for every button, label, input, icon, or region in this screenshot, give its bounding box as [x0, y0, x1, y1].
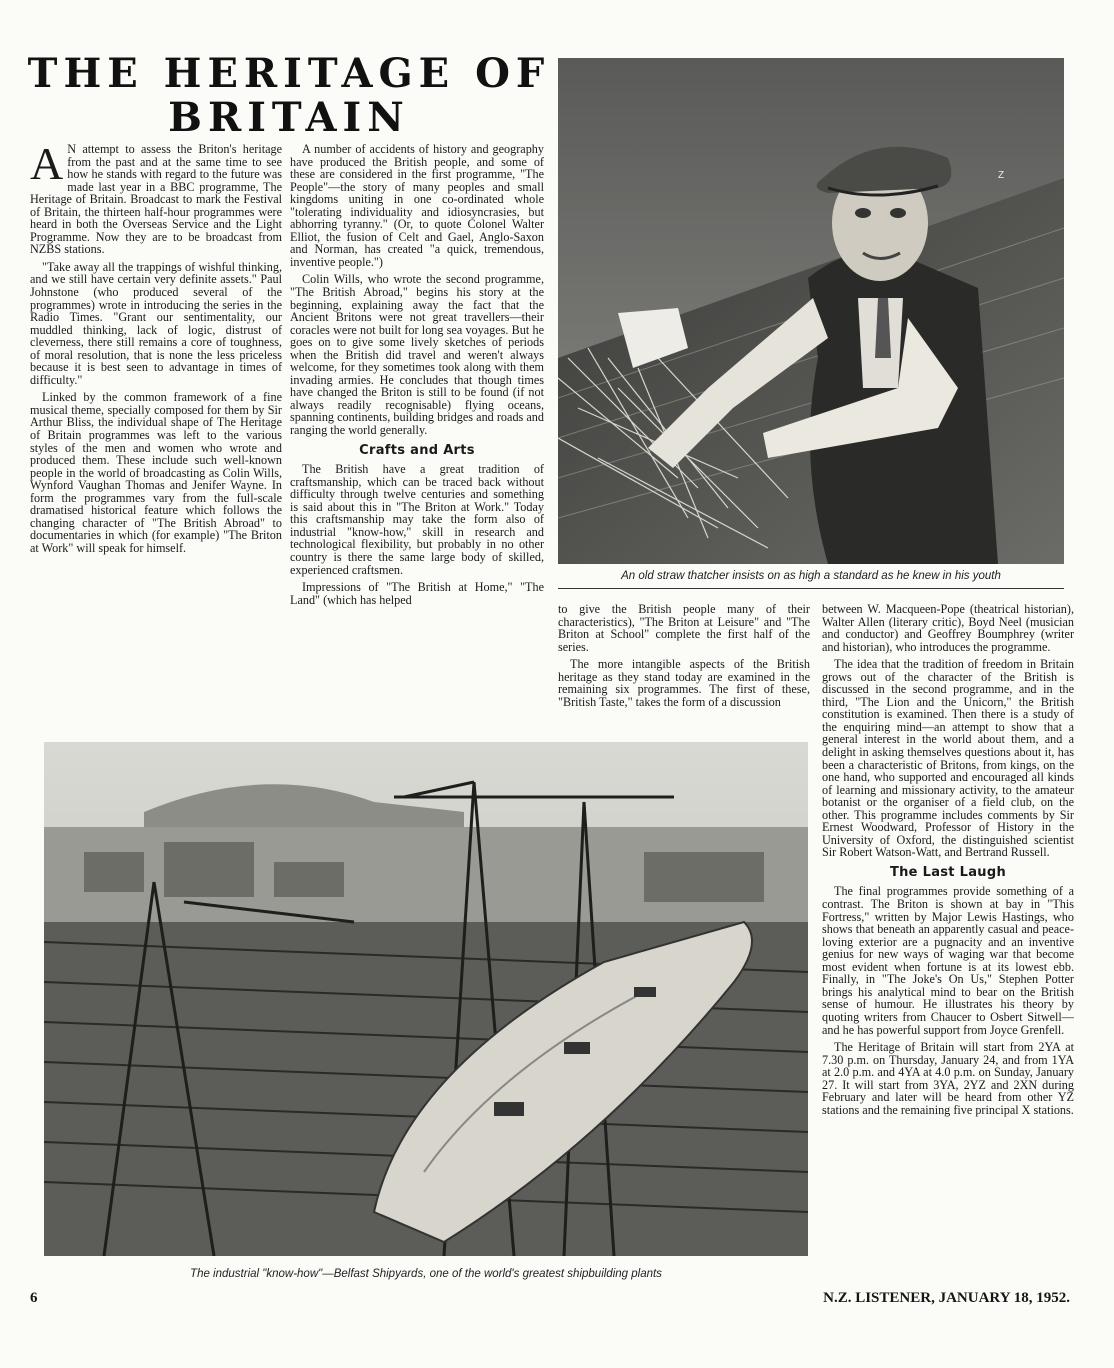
publication-footer: N.Z. LISTENER, JANUARY 18, 1952.	[823, 1290, 1070, 1306]
article-column-4	[822, 603, 1074, 1121]
drop-cap: A	[30, 138, 64, 189]
paragraph: Impressions of "The British at Home," "The Land" (which has helped	[290, 580, 544, 607]
paragraph: N attempt to assess the Briton's heritage from the past and at the same time to see how he stands with regard to the future was made last year in a BBC programme, The Heritage of Britain. Broadcast to mark the Festival of Britain, the thirteen half-hour programmes were heard in both the Overseas Service and the Light Programme. Now they are to be broadcast from NZBS stations.	[30, 142, 282, 257]
page-title: THE HERITAGE OF BRITAIN	[27, 50, 551, 141]
section-heading: The Last Laugh	[889, 864, 1007, 880]
paragraph: The Heritage of Britain will start from 2YA at 7.30 p.m. on Thursday, January 24, and from 1YA at 2.0 p.m. and 4YA at 4.0 p.m. on Sunday, January 27. It will start from 3YA, 2YZ and 2XN during February and later will be heard from other YZ stations and the remaining five principal X stations.	[822, 1040, 1074, 1117]
paragraph: Linked by the common framework of a fine musical theme, specially composed for them by Sir Arthur Bliss, the individual shape of The Heritage of Britain programmes was left to the various styles of the men and women who wrote and produced them. These include such well-known people in the world of broadcasting as Colin Wills, Wynford Vaughan Thomas and Jenifer Wayne. In form the programmes vary from the full-scale dramatised historical feature which follows the changing character of "The British Abroad" to documentaries in which (for example) "The Briton at Work" will speak for himself.	[30, 390, 282, 555]
paragraph: between W. Macqueen-Pope (theatrical historian), Walter Allen (literary critic), Boyd Neel (musician and conductor) and Geoffrey Boumphrey (writer and historian), who introduces the programme.	[822, 602, 1074, 654]
paragraph: The idea that the tradition of freedom in Britain grows out of the character of the British is discussed in the second programme, and in the third, "The Lion and the Unicorn," the British constitution is examined. Then there is a study of the enquiring mind—an attempt to show that a general interest in the world about them, and a delight in asking themselves questions about it, has been a characteristic of Britons, from kings, on the one hand, who supported and encouraged all kinds of learning and missionary activity, to the amateur botanist or the organiser of a field club, on the other. This programme includes comments by Sir Ernest Woodward, Professor of History in the University of Oxford, the distinguished scientist Sir Robert Watson-Watt, and Bertrand Russell.	[822, 657, 1074, 860]
paragraph: "Take away all the trappings of wishful thinking, and we still have certain very definite assets." Paul Johnstone (who produced several of the programmes) wrote in introducing the series in the Radio Times. "Grant our sentimentality, our muddled thinking, lack of logic, distrust of cleverness, there still remains a core of toughness, of moral resolution, that is none the less priceless because it is best seen to advantage in times of difficulty."	[30, 259, 282, 387]
paragraph: Colin Wills, who wrote the second programme, "The British Abroad," begins his story at the beginning, explaining away the fact that the Ancient Britons were not great travellers—their coracles were not built for long sea voyages. But he goes on to give some lively sketches of periods when the British did travel and weren't always welcome, for they sometimes took along with them invading armies. He concludes that though times have changed the Briton is still to be found (if not always readily recognisable) flying oceans, spanning continents, building bridges and roads and ranging the world generally.	[290, 272, 544, 438]
shipyard-caption: The industrial "know-how"—Belfast Shipyards, one of the world's greatest shipbuilding plants	[190, 1268, 662, 1280]
paragraph: The final programmes provide something of a contrast. The Briton is shown at bay in "This Fortress," written by Major Lewis Hastings, who shows that beneath an apparently casual and peace-loving exterior are a pugnacity and an inventive genius for new ways of waging war that become most evident when fortune is at its lowest ebb. Finally, in "The Joke's On Us," Stephen Potter brings his analytical mind to bear on the British sense of humour. He illustrates his theory by quoting writers from Chaucer to Osbert Sitwell—and he has powerful support from Joyce Grenfell.	[822, 884, 1074, 1037]
page-number: 6	[30, 1290, 38, 1306]
paragraph: A number of accidents of history and geography have produced the British people, and some of these are considered in the first programme, "The People"—the story of many peoples and small kingdoms uniting in one co-ordinated whole "tolerating individuality and idiosyncrasies, but abhorring tyranny." (Or, to quote Colonel Walter Elliot, the fusion of Celt and Gael, Anglo-Saxon and Norman, has created "a quick, tremendous, inventive people.")	[290, 142, 544, 269]
paragraph: The British have a great tradition of craftsmanship, which can be traced back without difficulty through twelve centuries and something is said about this in "The Briton at Work." Today this craftsmanship may take the form also of industrial "know-how," skill in research and technological flexibility, but probably in no other country is there the same large body of skilled, experienced craftsmen.	[290, 462, 544, 577]
shipyard-photo	[44, 742, 808, 1256]
thatcher-photo	[558, 58, 1064, 564]
thatcher-caption: An old straw thatcher insists on as high a standard as he knew in his youth	[621, 570, 1001, 582]
article-column-3	[558, 603, 810, 713]
paragraph: to give the British people many of their characteristics), "The Briton at Leisure" and "The Briton at School" complete the first half of the series.	[558, 602, 810, 654]
paragraph: The more intangible aspects of the British heritage as they stand today are examined in the remaining six programmes. The first of these, "British Taste," takes the form of a discussion	[558, 657, 810, 709]
article-column-1	[30, 138, 282, 560]
thatcher-illustration	[558, 58, 1064, 564]
caption-divider	[558, 588, 1064, 589]
photo-mark: Z	[998, 170, 1005, 181]
article-column-2	[290, 143, 544, 611]
section-heading: Crafts and Arts	[359, 442, 475, 458]
shipyard-illustration	[44, 742, 808, 1256]
